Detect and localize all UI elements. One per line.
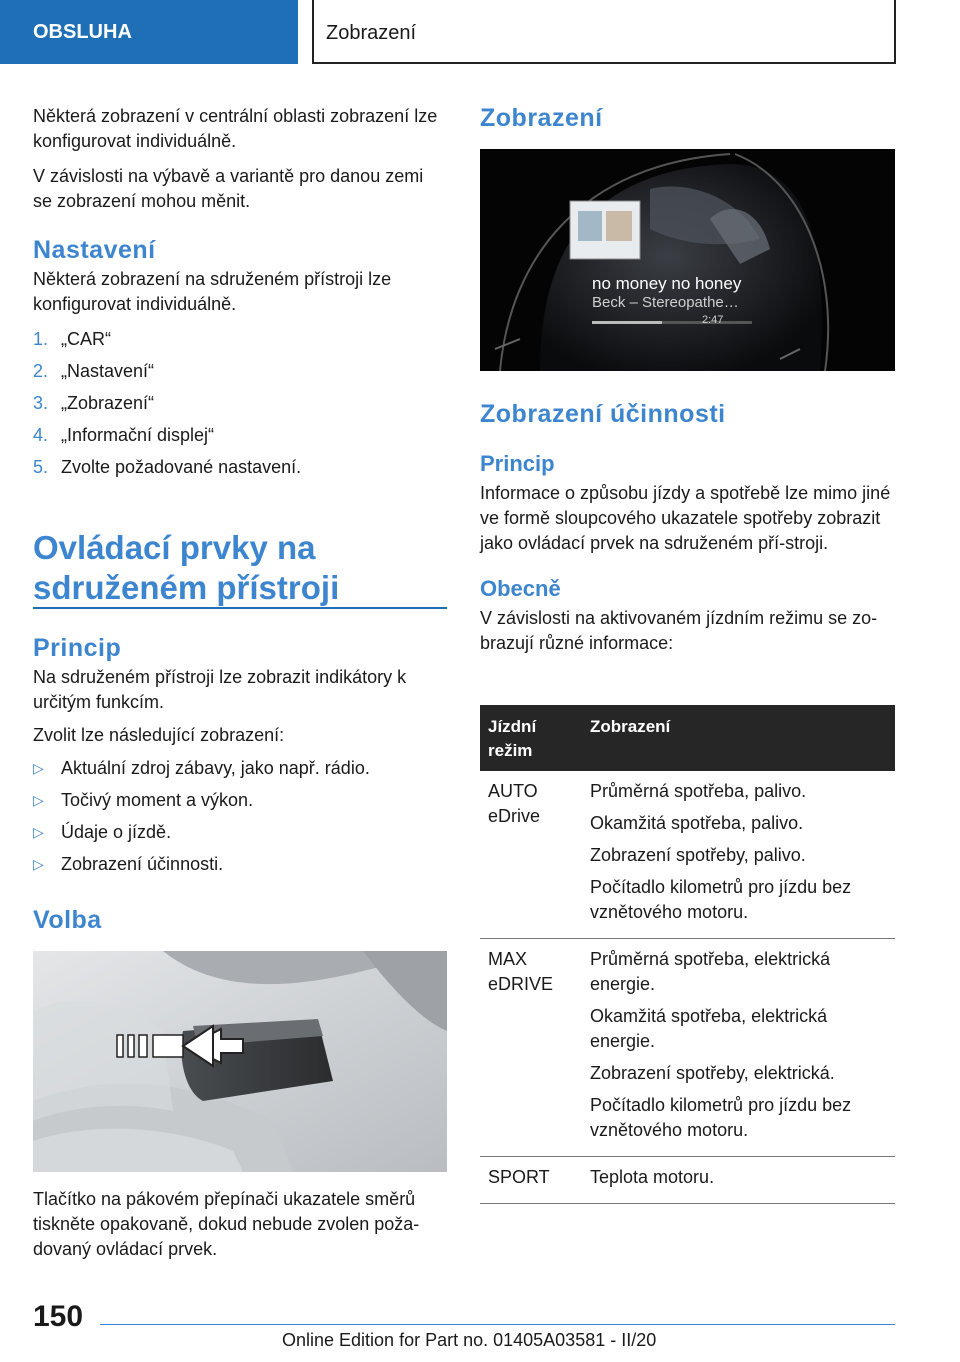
princip-heading-right: Princip	[480, 451, 555, 476]
princip-text-2: Zvolit lze následující zobrazení:	[33, 725, 285, 745]
table-header-row	[480, 705, 895, 771]
intro-paragraph-1: Některá zobrazení v centrální oblasti zobrazení lze konfigurovat individuálně.	[33, 106, 438, 151]
display-options-list	[33, 758, 447, 886]
triangle-bullet-icon: ▷	[33, 760, 44, 776]
table-row	[480, 939, 895, 1157]
ovladaci-heading: Ovládací prvky na sdruženém přístroji	[33, 529, 340, 606]
volba-section	[33, 906, 447, 935]
turn-signal-stalk-illustration	[33, 951, 447, 1172]
driving-mode-table	[480, 705, 895, 1204]
princip-heading-left: Princip	[33, 634, 122, 662]
list-item: ▷ Údaje o jízdě.	[33, 822, 172, 842]
list-item: 3. „Zobrazení“	[33, 393, 155, 413]
volba-heading: Volba	[33, 906, 102, 934]
list-item: ▷ Točivý moment a výkon.	[33, 790, 254, 810]
page-number: 150	[33, 1300, 84, 1333]
chapter-header	[312, 0, 896, 64]
intro-paragraph-2: V závislosti na výbavě a variantě pro danou zemi se zobrazení mohou měnit.	[33, 166, 424, 211]
table-row	[480, 1157, 895, 1204]
princip-text-right: Informace o způsobu jízdy a spotřebě lze mimo jiné ve formě sloupcového ukazatele spotřeby zobrazit jako ovládací prvek na sdruženém pří-stroji.	[480, 483, 891, 553]
ovladaci-section	[33, 528, 447, 608]
display-cell: Průměrná spotřeba, elektrická energie. Okamžitá spotřeba, elektrická energie. Zobrazení spotřeby, elektrická. Počítadlo kilometrů pro jízdu bez vznětového motoru.	[582, 939, 895, 1157]
display-cell: Teplota motoru.	[582, 1157, 895, 1204]
column-header-mode: Jízdní režim	[480, 705, 582, 771]
triangle-bullet-icon: ▷	[33, 792, 44, 808]
triangle-bullet-icon: ▷	[33, 824, 44, 840]
list-item: 5. Zvolte požadované nastavení.	[33, 457, 302, 477]
princip-section-left	[33, 634, 447, 886]
ucinnost-section	[480, 400, 895, 656]
nastaveni-section	[33, 236, 447, 489]
table-row	[480, 771, 895, 939]
list-item: 4. „Informační displej“	[33, 425, 215, 445]
list-item: 1. „CAR“	[33, 329, 111, 349]
mode-cell: SPORT	[480, 1157, 582, 1204]
steps-list	[33, 329, 447, 489]
instrument-cluster-display-image	[480, 149, 895, 371]
obecne-heading: Obecně	[480, 576, 561, 601]
mode-cell: MAX eDRIVE	[480, 939, 582, 1157]
edition-note: Online Edition for Part no. 01405A03581 - II/20	[282, 1330, 657, 1350]
display-cell: Průměrná spotřeba, palivo. Okamžitá spotřeba, palivo. Zobrazení spotřeby, palivo. Počítadlo kilometrů pro jízdu bez vznětového motoru.	[582, 771, 895, 939]
song-time: 2:47	[702, 314, 724, 326]
zobrazeni-section	[480, 104, 895, 133]
mode-cell: AUTO eDrive	[480, 771, 582, 939]
intro-block	[33, 104, 447, 214]
list-item: 2. „Nastavení“	[33, 361, 155, 381]
list-item: ▷ Zobrazení účinnosti.	[33, 854, 224, 874]
volba-caption: Tlačítko na pákovém přepínači ukazatele směrů tiskněte opakovaně, dokud nebude zvolen poža-dovaný ovládací prvek.	[33, 1189, 420, 1259]
section-divider	[33, 607, 447, 609]
obecne-text: V závislosti na aktivovaném jízdním režimu se zo-brazují různé informace:	[480, 608, 878, 653]
footer-divider	[100, 1324, 895, 1325]
nastaveni-heading: Nastavení	[33, 236, 156, 264]
song-artist: Beck – Stereopathe…	[592, 294, 739, 311]
song-title: no money no honey	[592, 274, 742, 293]
zobrazeni-heading: Zobrazení	[480, 104, 603, 132]
column-header-display: Zobrazení	[582, 705, 895, 771]
nastaveni-text: Některá zobrazení na sdruženém přístroji lze konfigurovat individuálně.	[33, 269, 392, 314]
ucinnost-heading: Zobrazení účinnosti	[480, 400, 726, 428]
section-tab	[0, 0, 298, 64]
list-item: ▷ Aktuální zdroj zábavy, jako např. rádio.	[33, 758, 370, 778]
triangle-bullet-icon: ▷	[33, 856, 44, 872]
section-label: OBSLUHA	[33, 21, 132, 43]
princip-text-1: Na sdruženém přístroji lze zobrazit indikátory k určitým funkcím.	[33, 667, 407, 712]
volba-caption-block	[33, 1187, 447, 1262]
chapter-label: Zobrazení	[326, 22, 417, 44]
